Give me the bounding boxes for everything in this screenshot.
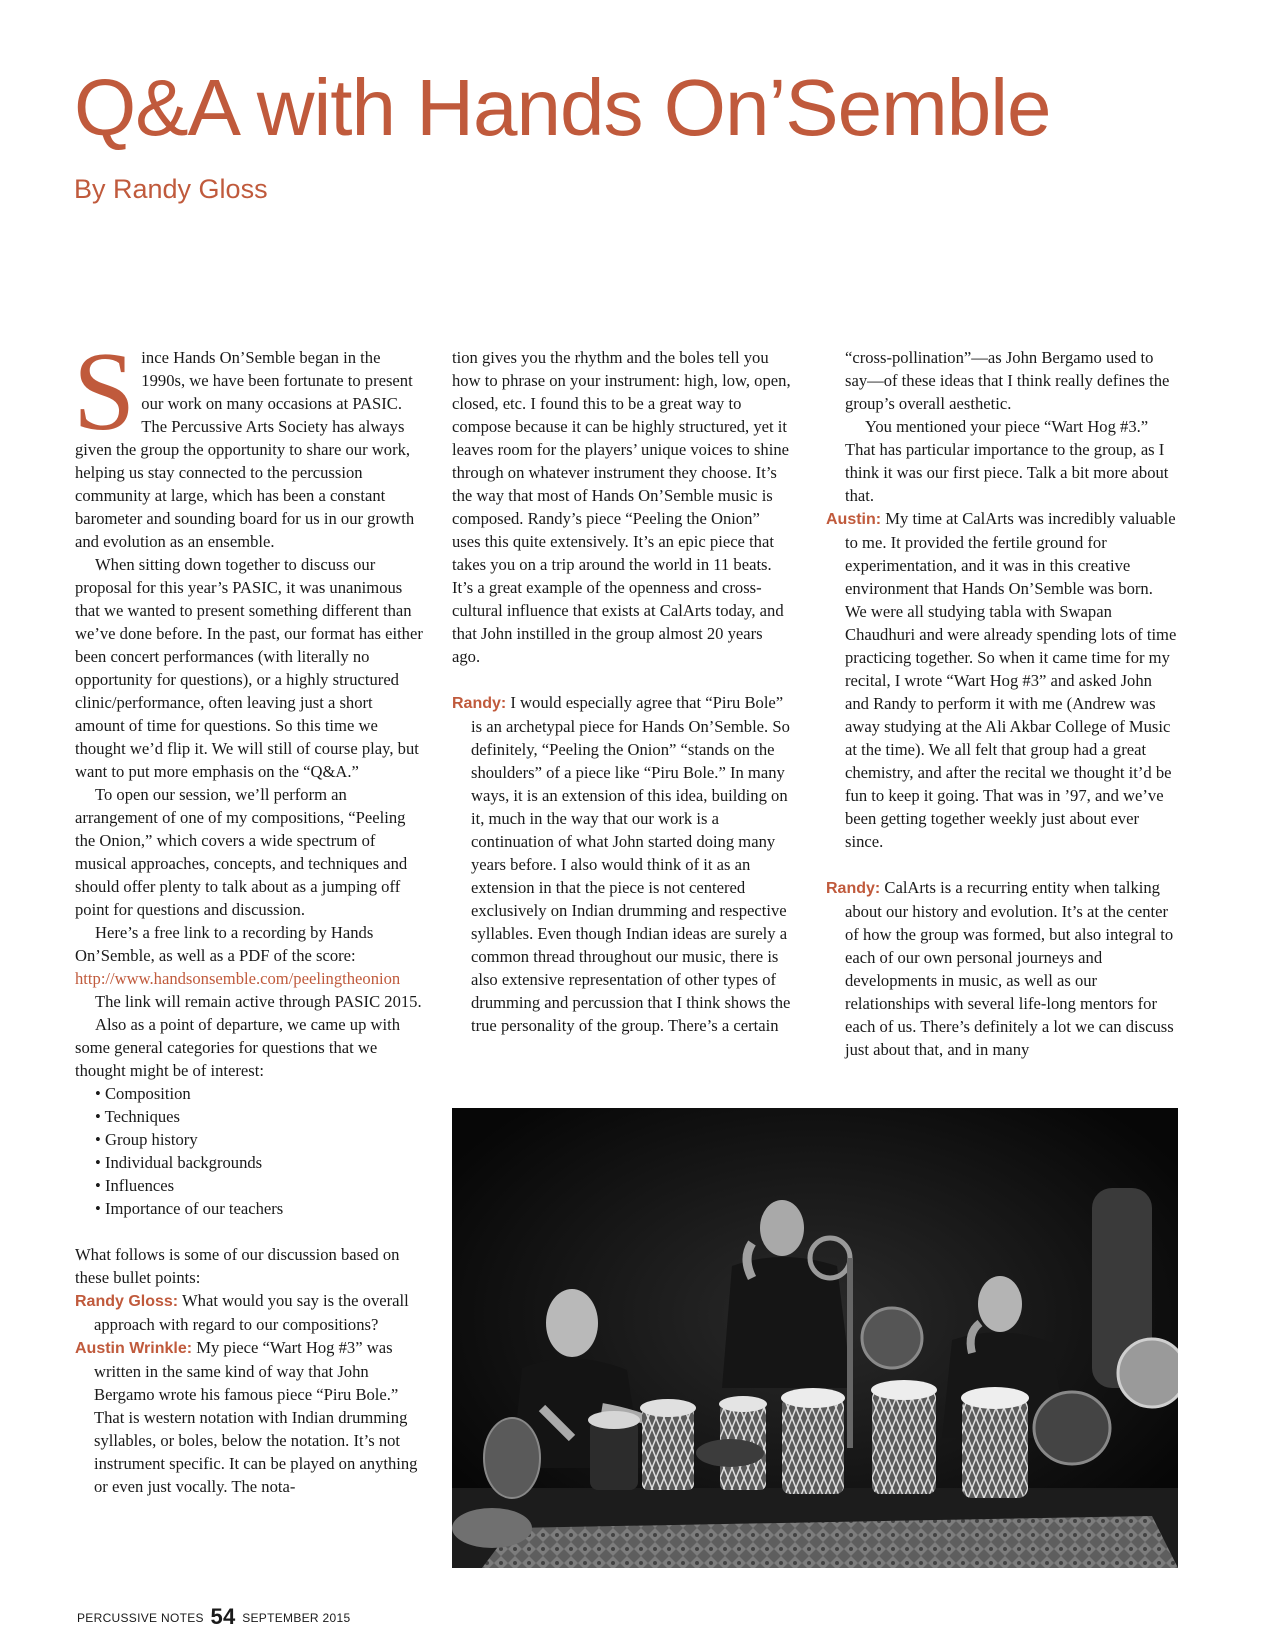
question: Randy Gloss: What would you say is the overall approach with regard to our compositions?	[75, 1291, 409, 1334]
paragraph: Here’s a free link to a recording by Hands On’Semble, as well as a PDF of the score: http://www.handsonsemble.com/peelingtheonion	[75, 923, 401, 988]
speaker-label: Austin:	[826, 511, 882, 528]
page-footer	[77, 1604, 350, 1630]
paragraph: Also as a point of departure, we came up with some general categories for questions that we thought might be of interest:	[75, 1015, 401, 1080]
paragraph: When sitting down together to discuss our proposal for this year’s PASIC, it was unanimous that we wanted to present something different than we’ve done before. In the past, our format has either been concert performances (with literally no opportunity for questions), or a highly structured clinic/performance, often leaving just a short amount of time for questions. So this time we thought we’d flip it. We will still of course play, but want to put more emphasis on the “Q&A.”	[75, 555, 423, 781]
score-link[interactable]: http://www.handsonsemble.com/peelingtheonion	[75, 969, 401, 988]
byline: By Randy Gloss	[74, 174, 268, 204]
question: You mentioned your piece “Wart Hog #3.” That has particular importance to the group, as I think it was our first piece. Talk a bit more about that.	[845, 417, 1169, 505]
list-item: • Influences	[95, 1174, 424, 1197]
answer: Randy: CalArts is a recurring entity when talking about our history and evolution. It’s at the center of how the group was formed, but also integral to each of our own personal journeys and developments in music, as well as our relationships with several life-long mentors for each of us. There’s definitely a lot we can discuss just about that, and in many	[826, 878, 1174, 1059]
speaker-label: Randy:	[826, 880, 881, 897]
paragraph: The link will remain active through PASIC 2015.	[95, 992, 422, 1011]
list-item: • Importance of our teachers	[95, 1197, 424, 1220]
answer: Austin Wrinkle: My piece “Wart Hog #3” was written in the same kind of way that John Bergamo wrote his famous piece “Piru Bole.” That is western notation with Indian drumming syllables, or boles, below the notation. It’s not instrument specific. It can be played on anything or even just vocally. The nota-	[75, 1338, 418, 1496]
article-column-2	[452, 346, 792, 1037]
answer: Austin: My time at CalArts was incredibly valuable to me. It provided the fertile ground for experimentation, and it was in this creative environment that Hands On’Semble was born. We were all studying tabla with Swapan Chaudhuri and were already spending lots of time practicing together. So when it came time for my recital, I wrote “Wart Hog #3” and asked John and Randy to perform it with me (Andrew was away studying at the Ali Akbar College of Music at the time). We all felt that group had a great chemistry, and after the recital we thought it’d be fun to keep it going. That was in ’97, and we’ve been getting together weekly just about ever since.	[826, 509, 1177, 851]
list-item: • Techniques	[95, 1105, 424, 1128]
intro-paragraph: Since Hands On’Semble began in the 1990s, we have been fortunate to present our work on many occasions at PASIC. The Percussive Arts Society has always given the group the opportunity to share our work, helping us stay connected to the percussion community at large, which has been a constant barometer and sounding board for us in our growth and evolution as an ensemble.	[73, 330, 415, 551]
article-title: Q&A with Hands On’Semble	[74, 63, 1051, 152]
issue-date: SEPTEMBER 2015	[242, 1611, 351, 1625]
paragraph: To open our session, we’ll perform an arrangement of one of my compositions, “Peeling the Onion,” which covers a wide spectrum of musical approaches, concepts, and techniques and should offer plenty to talk about as a jumping off point for questions and discussion.	[75, 785, 408, 919]
ensemble-photo	[452, 1108, 1178, 1568]
magazine-name: PERCUSSIVE NOTES	[77, 1611, 204, 1625]
article-column-1	[73, 330, 424, 1498]
answer: Randy: I would especially agree that “Piru Bole” is an archetypal piece for Hands On’Semble. So definitely, “Peeling the Onion” “stands on the shoulders” of a piece like “Piru Bole.” In many ways, it is an extension of this idea, building on it, much in the way that our work is a continuation of what John started doing many years before. I also would think of it as an extension in that the piece is not centered exclusively on Indian drumming and respective syllables. Even though Indian ideas are surely a common thread throughout our music, there is also extensive representation of other types of drumming and percussion that I think shows the true personality of the group. There’s a certain	[452, 693, 791, 1035]
speaker-label: Randy:	[452, 695, 507, 712]
speaker-label: Randy Gloss:	[75, 1293, 179, 1310]
paragraph: tion gives you the rhythm and the boles tell you how to phrase on your instrument: high, low, open, closed, etc. I found this to be a great way to compose because it can be highly structured, yet it leaves room for the players’ unique voices to shine through on whatever instrument they choose. It’s the way that most of Hands On’Semble music is composed. Randy’s piece “Peeling the Onion” uses this quite extensively. It’s an epic piece that takes you on a trip around the world in 11 beats. It’s a great example of the openness and cross-cultural influence that exists at CalArts today, and that John instilled in the group almost 20 years ago.	[452, 348, 791, 666]
page-number: 54	[210, 1604, 236, 1629]
paragraph: What follows is some of our discussion based on these bullet points:	[75, 1245, 400, 1287]
paragraph: “cross-pollination”—as John Bergamo used to say—of these ideas that I think really defines the group’s overall aesthetic.	[845, 348, 1170, 413]
list-item: • Individual backgrounds	[95, 1151, 424, 1174]
list-item: • Composition	[95, 1082, 424, 1105]
drop-cap: S	[73, 330, 136, 454]
category-list	[75, 1082, 424, 1220]
article-column-3	[826, 346, 1178, 1061]
list-item: • Group history	[95, 1128, 424, 1151]
speaker-label: Austin Wrinkle:	[75, 1340, 193, 1357]
ensemble-photo-illustration	[452, 1108, 1178, 1568]
